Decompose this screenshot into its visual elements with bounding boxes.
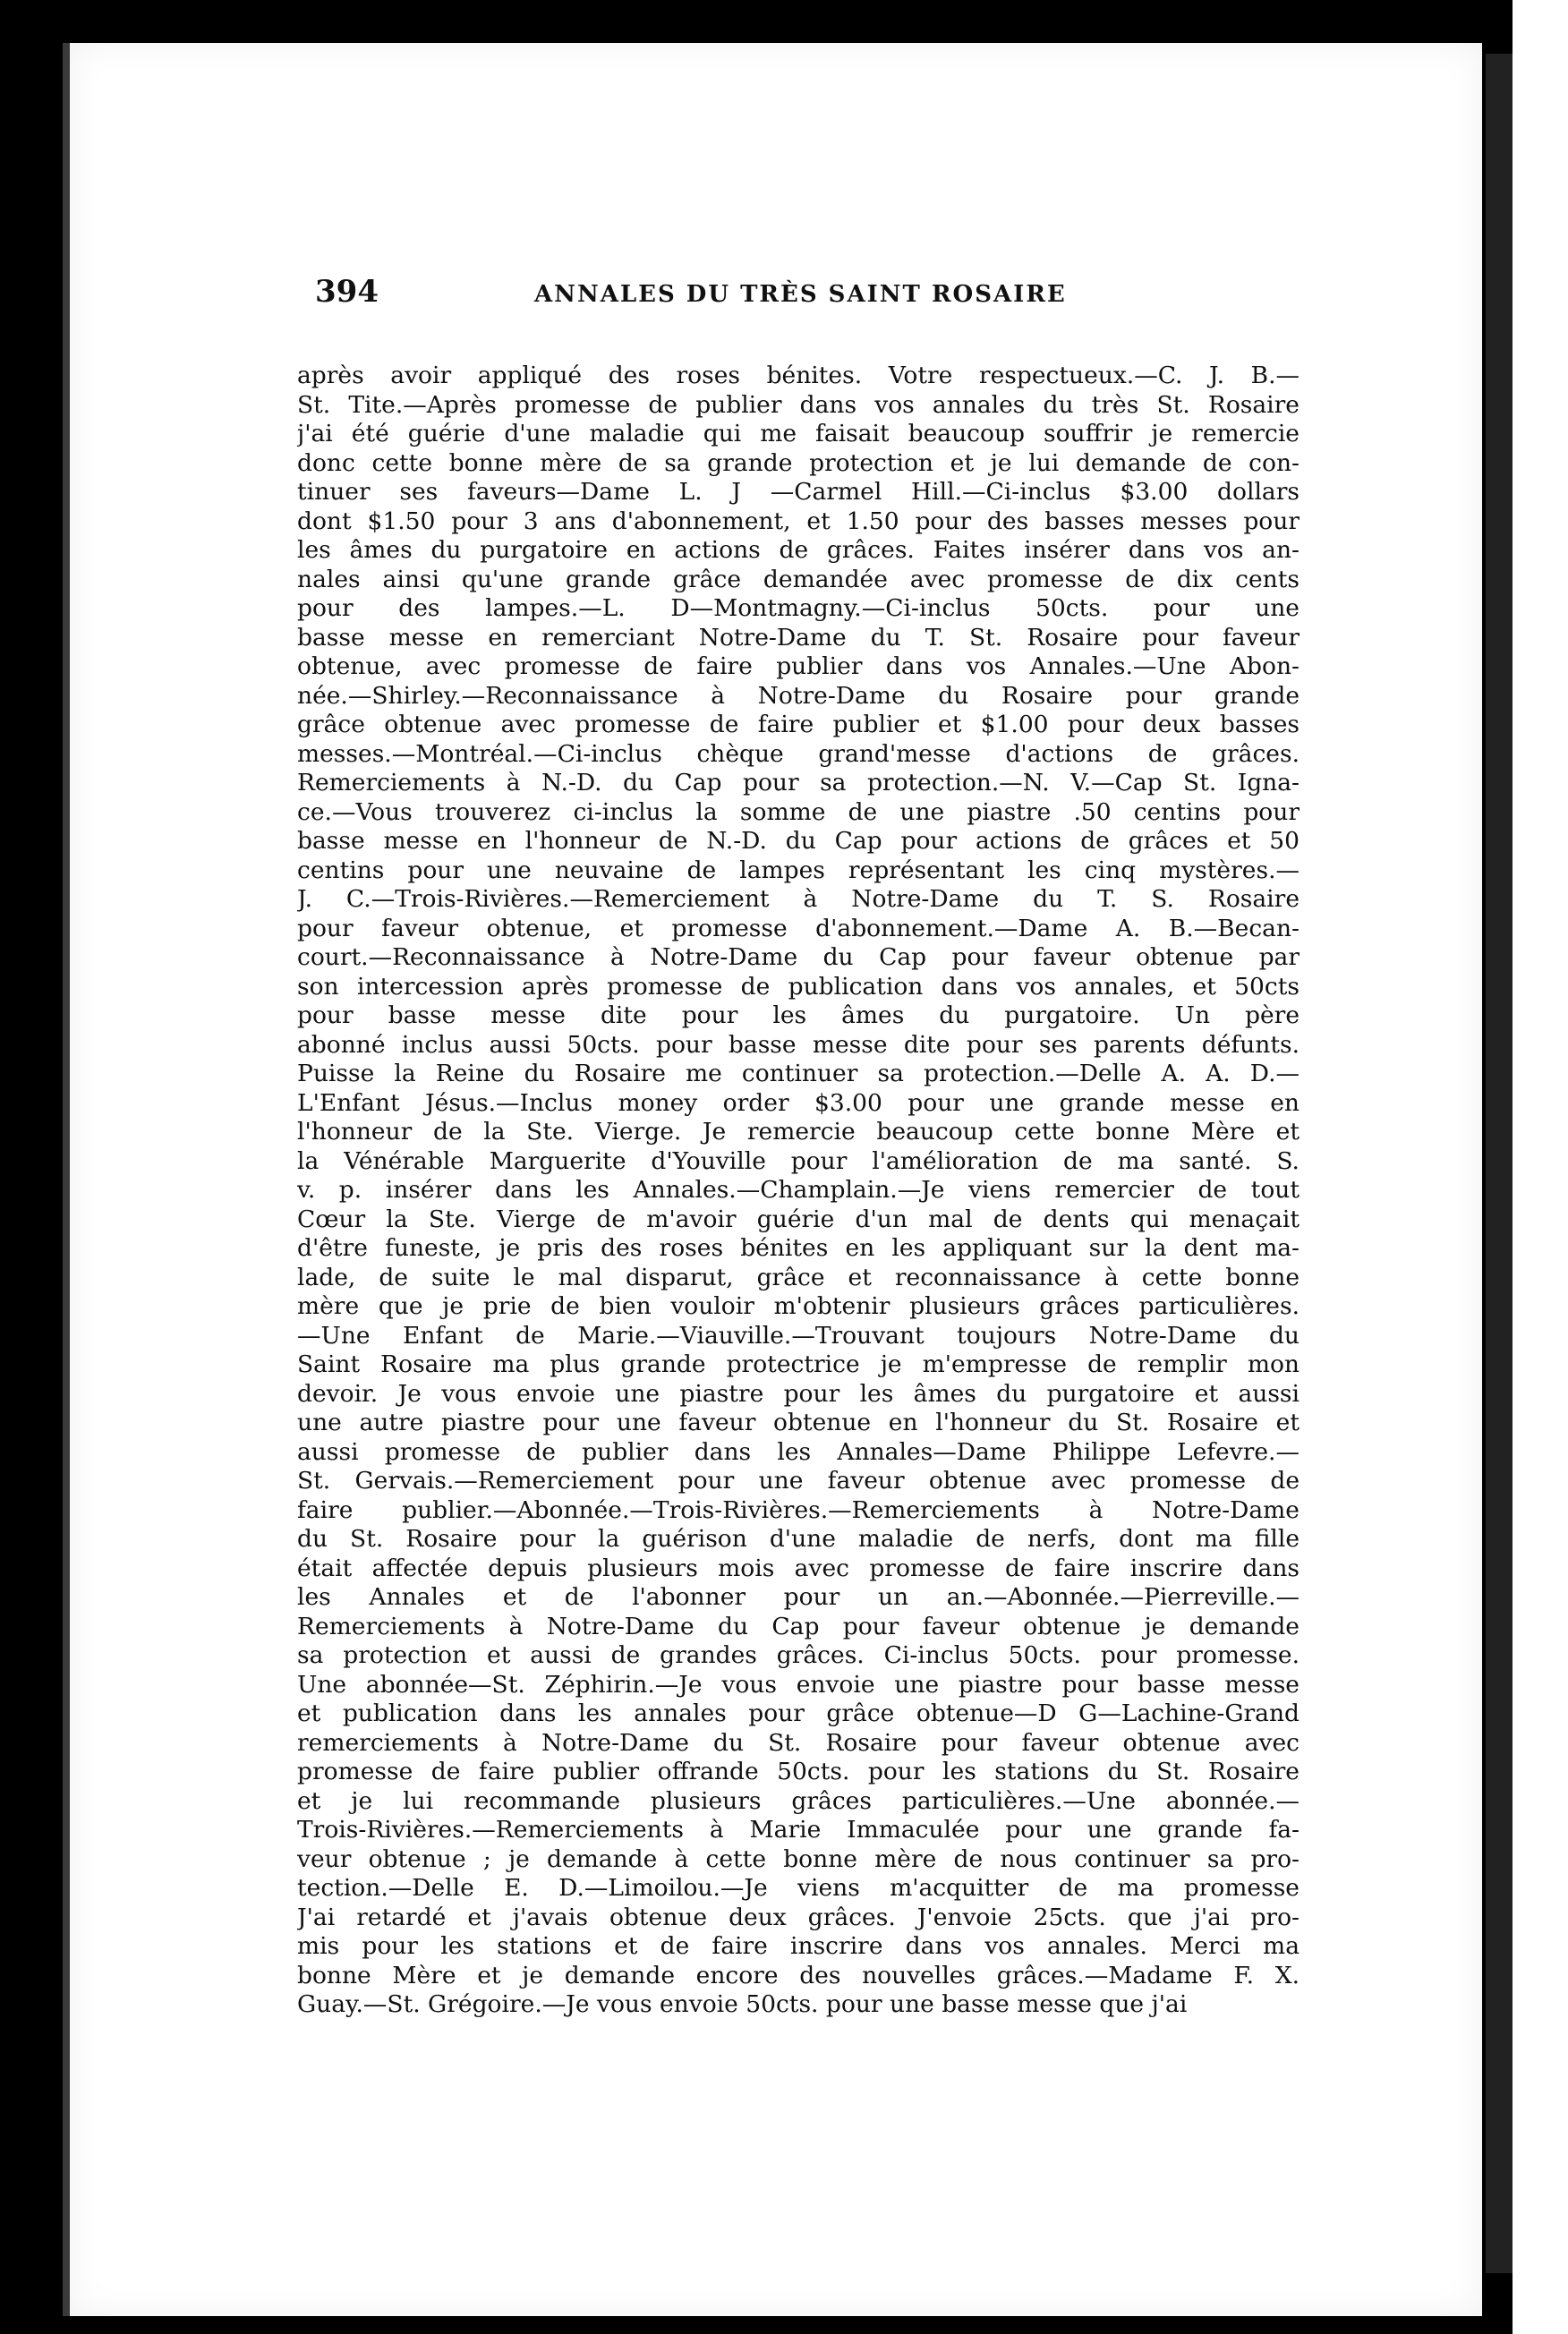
- text-line: et je lui recommande plusieurs grâces particulières.—Une abonnée.—: [297, 1786, 1300, 1815]
- text-line: Une abonnée—St. Zéphirin.—Je vous envoie une piastre pour basse messe: [297, 1670, 1300, 1699]
- text-line: les Annales et de l'abonner pour un an.—Abonnée.—Pierreville.—: [297, 1583, 1300, 1611]
- text-line: l'honneur de la Ste. Vierge. Je remercie beaucoup cette bonne Mère et: [297, 1118, 1300, 1146]
- text-line: v. p. insérer dans les Annales.—Champlain.—Je viens remercier de tout: [297, 1176, 1300, 1204]
- text-line: devoir. Je vous envoie une piastre pour les âmes du purgatoire et aussi: [297, 1379, 1300, 1408]
- scan-page-gutter: [1486, 54, 1513, 2273]
- text-line: bonne Mère et je demande encore des nouvelles grâces.—Madame F. X.: [297, 1961, 1300, 1989]
- text-line: ce.—Vous trouverez ci-inclus la somme de une piastre .50 centins pour: [297, 797, 1300, 826]
- page-header: [315, 274, 1326, 319]
- text-line: Remerciements à N.-D. du Cap pour sa protection.—N. V.—Cap St. Igna-: [297, 769, 1300, 796]
- text-line: Remerciements à Notre-Dame du Cap pour faveur obtenue je demande: [297, 1612, 1300, 1640]
- text-line: tection.—Delle E. D.—Limoilou.—Je viens m'acquitter de ma promesse: [297, 1874, 1300, 1902]
- text-line: sa protection et aussi de grandes grâces. Ci-inclus 50cts. pour promesse.: [297, 1641, 1300, 1669]
- text-line: Trois-Rivières.—Remerciements à Marie Immaculée pour une grande fa-: [297, 1816, 1300, 1844]
- text-line: J'ai retardé et j'avais obtenue deux grâces. J'envoie 25cts. que j'ai pro-: [297, 1903, 1300, 1931]
- text-line: Guay.—St. Grégoire.—Je vous envoie 50cts. pour une basse messe que j'ai: [297, 1990, 1188, 2018]
- text-line: tinuer ses faveurs—Dame L. J —Carmel Hill.—Ci-inclus $3.00 dollars: [297, 478, 1300, 506]
- text-line: Cœur la Ste. Vierge de m'avoir guérie d'un mal de dents qui menaçait: [297, 1205, 1300, 1233]
- text-line: son intercession après promesse de publication dans vos annales, et 50cts: [297, 972, 1300, 1001]
- scan-next-page-edge: [1513, 0, 1568, 2334]
- text-line: donc cette bonne mère de sa grande protection et je lui demande de con-: [297, 448, 1300, 477]
- text-line: messes.—Montréal.—Ci-inclus chèque grand'messe d'actions de grâces.: [297, 739, 1300, 768]
- body-text: [297, 362, 1300, 2020]
- text-line: pour basse messe dite pour les âmes du purgatoire. Un père: [297, 1001, 1300, 1029]
- text-line: basse messe en l'honneur de N.-D. du Cap pour actions de grâces et 50: [297, 827, 1300, 855]
- text-line: la Vénérable Marguerite d'Youville pour l'amélioration de ma santé. S.: [297, 1146, 1300, 1175]
- text-line: remerciements à Notre-Dame du St. Rosaire pour faveur obtenue avec: [297, 1728, 1300, 1757]
- text-line: une autre piastre pour une faveur obtenue en l'honneur du St. Rosaire et: [297, 1409, 1300, 1436]
- text-line: et publication dans les annales pour grâce obtenue—D G—Lachine-Grand: [297, 1699, 1300, 1727]
- text-line: —Une Enfant de Marie.—Viauville.—Trouvant toujours Notre-Dame du: [297, 1321, 1300, 1350]
- text-line: veur obtenue ; je demande à cette bonne mère de nous continuer sa pro-: [297, 1844, 1300, 1873]
- text-line: obtenue, avec promesse de faire publier dans vos Annales.—Une Abon-: [297, 652, 1300, 680]
- text-line: aussi promesse de publier dans les Annales—Dame Philippe Lefevre.—: [297, 1437, 1300, 1466]
- running-title: ANNALES DU TRÈS SAINT ROSAIRE: [534, 281, 1067, 308]
- text-line: St. Tite.—Après promesse de publier dans vos annales du très St. Rosaire: [297, 390, 1300, 419]
- text-line: après avoir appliqué des roses bénites. Votre respectueux.—C. J. B.—: [297, 362, 1300, 389]
- text-line: dont $1.50 pour 3 ans d'abonnement, et 1.50 pour des basses messes pour: [297, 507, 1300, 535]
- text-line: nales ainsi qu'une grande grâce demandée avec promesse de dix cents: [297, 565, 1300, 593]
- text-line: née.—Shirley.—Reconnaissance à Notre-Dame du Rosaire pour grande: [297, 681, 1300, 710]
- text-line: pour des lampes.—L. D—Montmagny.—Ci-inclus 50cts. pour une: [297, 594, 1300, 622]
- text-line: mère que je prie de bien vouloir m'obtenir plusieurs grâces particulières.: [297, 1292, 1300, 1320]
- text-line: lade, de suite le mal disparut, grâce et reconnaissance à cette bonne: [297, 1263, 1300, 1291]
- text-line: d'être funeste, je pris des roses bénites en les appliquant sur la dent ma-: [297, 1234, 1300, 1262]
- text-line: J. C.—Trois-Rivières.—Remerciement à Notre-Dame du T. S. Rosaire: [297, 885, 1300, 913]
- text-line: Puisse la Reine du Rosaire me continuer sa protection.—Delle A. A. D.—: [297, 1060, 1300, 1087]
- text-line: basse messe en remerciant Notre-Dame du T. St. Rosaire pour faveur: [297, 623, 1300, 652]
- text-line: centins pour une neuvaine de lampes représentant les cinq mystères.—: [297, 856, 1300, 884]
- text-line: Saint Rosaire ma plus grande protectrice je m'empresse de remplir mon: [297, 1350, 1300, 1378]
- text-line: promesse de faire publier offrande 50cts. pour les stations du St. Rosaire: [297, 1758, 1300, 1785]
- text-line: j'ai été guérie d'une maladie qui me faisait beaucoup souffrir je remercie: [297, 420, 1300, 447]
- page-number: 394: [315, 274, 379, 310]
- text-line: était affectée depuis plusieurs mois avec promesse de faire inscrire dans: [297, 1554, 1300, 1582]
- text-line: L'Enfant Jésus.—Inclus money order $3.00 pour une grande messe en: [297, 1088, 1300, 1117]
- text-line: St. Gervais.—Remerciement pour une faveur obtenue avec promesse de: [297, 1467, 1300, 1495]
- text-line: pour faveur obtenue, et promesse d'abonnement.—Dame A. B.—Becan-: [297, 914, 1300, 942]
- text-line: grâce obtenue avec promesse de faire publier et $1.00 pour deux basses: [297, 711, 1300, 738]
- text-line: abonné inclus aussi 50cts. pour basse messe dite pour ses parents défunts.: [297, 1030, 1300, 1059]
- text-line: court.—Reconnaissance à Notre-Dame du Cap pour faveur obtenue par: [297, 943, 1300, 971]
- text-line: les âmes du purgatoire en actions de grâces. Faites insérer dans vos an-: [297, 536, 1300, 564]
- text-line: mis pour les stations et de faire inscrire dans vos annales. Merci ma: [297, 1932, 1300, 1960]
- text-line: du St. Rosaire pour la guérison d'une maladie de nerfs, dont ma fille: [297, 1525, 1300, 1553]
- text-line: faire publier.—Abonnée.—Trois-Rivières.—Remerciements à Notre-Dame: [297, 1495, 1300, 1524]
